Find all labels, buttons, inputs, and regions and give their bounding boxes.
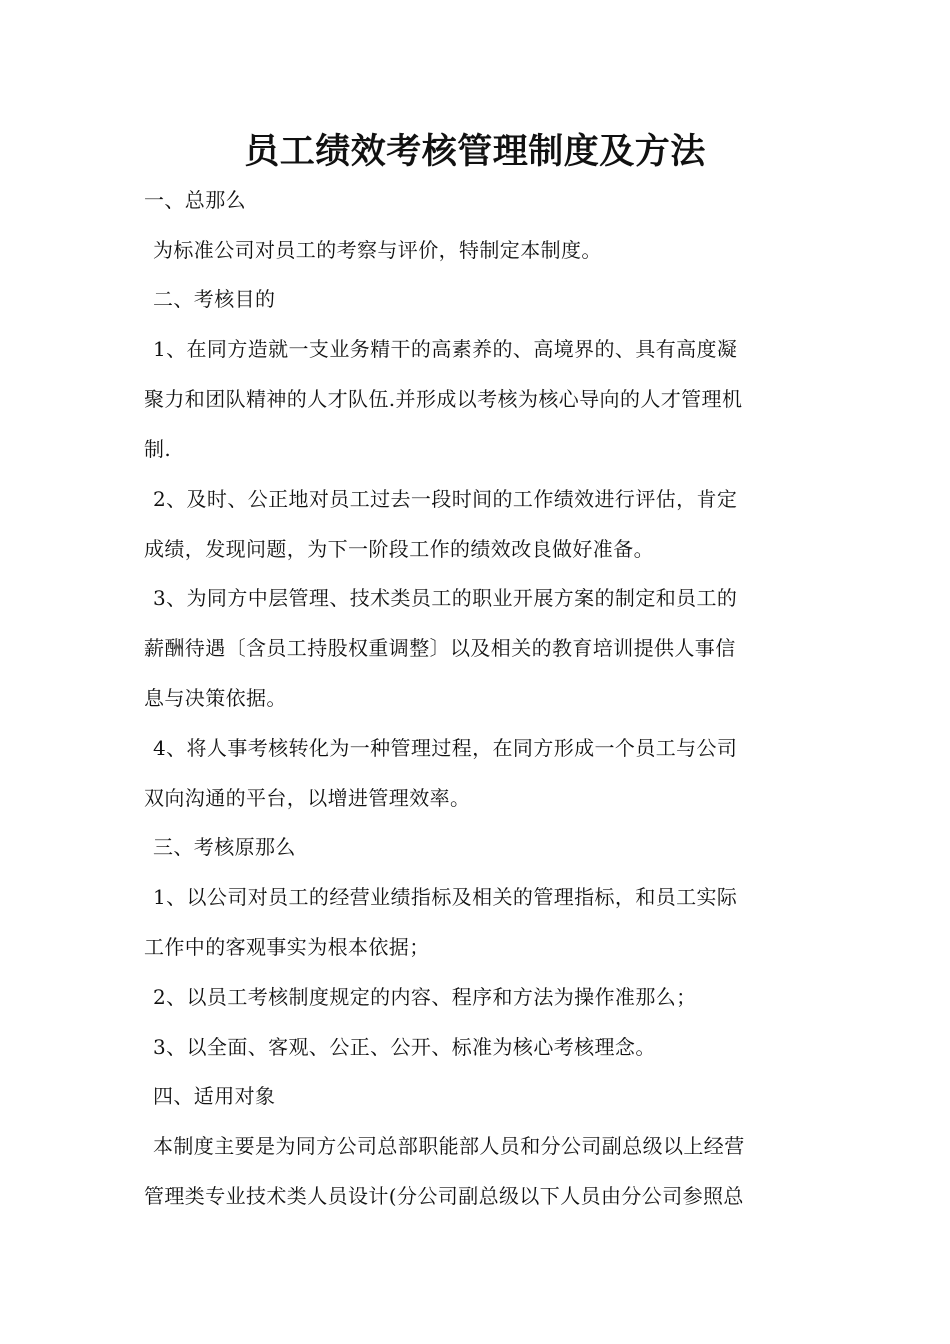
paragraph-line: 4、将人事考核转化为一种管理过程，在同方形成一个员工与公司: [153, 736, 738, 760]
paragraph-line: 双向沟通的平台，以增进管理效率。: [144, 786, 471, 810]
paragraph-line: 成绩，发现问题，为下一阶段工作的绩效改良做好准备。: [144, 537, 654, 561]
paragraph-line: 3、为同方中层管理、技术类员工的职业开展方案的制定和员工的: [153, 586, 738, 610]
section-heading-principles: 三、考核原那么: [153, 835, 296, 859]
paragraph-line: 本制度主要是为同方公司总部职能部人员和分公司副总级以上经营: [153, 1134, 745, 1158]
paragraph-line: 2、及时、公正地对员工过去一段时间的工作绩效进行评估，肯定: [153, 487, 738, 511]
paragraph-line: 1、以公司对员工的经营业绩指标及相关的管理指标，和员工实际: [153, 885, 738, 909]
section-heading-purpose: 二、考核目的: [153, 287, 276, 311]
paragraph-line: 制.: [144, 437, 172, 461]
paragraph-line: 1、在同方造就一支业务精干的高素养的、高境界的、具有高度凝: [153, 337, 738, 361]
paragraph-line: 管理类专业技术类人员设计(分公司副总级以下人员由分公司参照总: [144, 1184, 744, 1208]
section-heading-scope: 四、适用对象: [153, 1084, 276, 1108]
section-heading-general: 一、总那么: [144, 188, 246, 212]
paragraph-line: 聚力和团队精神的人才队伍.并形成以考核为核心导向的人才管理机: [144, 387, 743, 411]
paragraph-line: 2、以员工考核制度规定的内容、程序和方法为操作准那么；: [153, 985, 697, 1009]
paragraph-line: 薪酬待遇〔含员工持股权重调整〕以及相关的教育培训提供人事信: [144, 636, 736, 660]
paragraph-line: 3、以全面、客观、公正、公开、标准为核心考核理念。: [153, 1035, 656, 1059]
document-title: 员工绩效考核管理制度及方法: [244, 131, 706, 172]
paragraph-line: 为标准公司对员工的考察与评价，特制定本制度。: [153, 238, 602, 262]
paragraph-line: 息与决策依据。: [144, 686, 287, 710]
paragraph-line: 工作中的客观事实为根本依据；: [144, 935, 430, 959]
